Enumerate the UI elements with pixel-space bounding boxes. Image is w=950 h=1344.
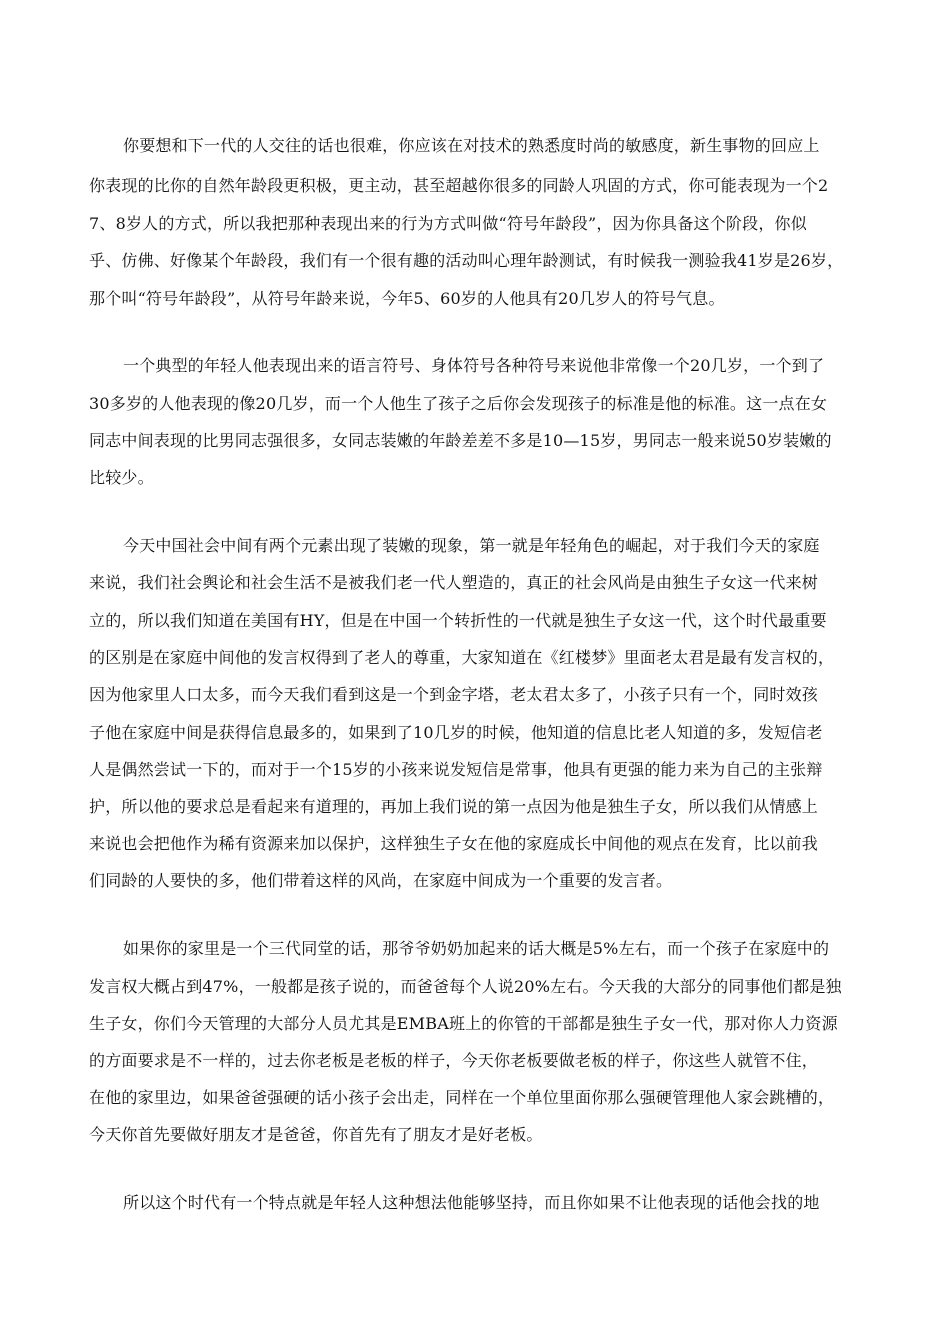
- paragraph-4-line-3: 生子女，你们今天管理的大部分人员尤其是EMBA班上的你管的干部都是独生子女一代，那对你人力资源: [89, 1014, 838, 1033]
- paragraph-2-line-2: 30多岁的人他表现的像20几岁，而一个人他生了孩子之后你会发现孩子的标准是他的标准。这一点在女: [89, 394, 828, 413]
- paragraph-3-line-9: 来说也会把他作为稀有资源来加以保护，这样独生子女在他的家庭成长中间他的观点在发育，比以前我: [89, 834, 819, 853]
- paragraph-4-line-1: 如果你的家里是一个三代同堂的话，那爷爷奶奶加起来的话大概是5%左右，而一个孩子在家庭中的: [123, 939, 830, 958]
- paragraph-4-line-2: 发言权大概占到47%，一般都是孩子说的，而爸爸每个人说20%左右。今天我的大部分的同事他们都是独: [89, 977, 842, 996]
- paragraph-5-line-1: 所以这个时代有一个特点就是年轻人这种想法他能够坚持，而且你如果不让他表现的话他会找的地: [123, 1193, 820, 1212]
- paragraph-3-line-3: 立的，所以我们知道在美国有HY，但是在中国一个转折性的一代就是独生子女这一代，这个时代最重要: [89, 611, 827, 630]
- paragraph-3-line-8: 护，所以他的要求总是看起来有道理的，再加上我们说的第一点因为他是独生子女，所以我们从情感上: [89, 797, 819, 816]
- paragraph-2-line-1: 一个典型的年轻人他表现出来的语言符号、身体符号各种符号来说他非常像一个20几岁，一个到了: [123, 356, 825, 375]
- paragraph-2-line-4: 比较少。: [89, 468, 154, 487]
- paragraph-3-line-1: 今天中国社会中间有两个元素出现了装嫩的现象，第一就是年轻角色的崛起，对于我们今天的家庭: [123, 536, 820, 555]
- paragraph-1-line-1: 你要想和下一代的人交往的话也很难，你应该在对技术的熟悉度时尚的敏感度，新生事物的回应上: [123, 136, 820, 155]
- paragraph-4-line-5: 在他的家里边，如果爸爸强硬的话小孩子会出走，同样在一个单位里面你那么强硬管理他人家会跳槽的，: [89, 1088, 835, 1107]
- paragraph-4-line-6: 今天你首先要做好朋友才是爸爸，你首先有了朋友才是好老板。: [89, 1125, 543, 1144]
- paragraph-3-line-4: 的区别是在家庭中间他的发言权得到了老人的尊重，大家知道在《红楼梦》里面老太君是最有发言权的，: [89, 648, 835, 667]
- paragraph-3-line-10: 们同龄的人要快的多，他们带着这样的风尚，在家庭中间成为一个重要的发言者。: [89, 871, 673, 890]
- paragraph-3-line-7: 人是偶然尝试一下的，而对于一个15岁的小孩来说发短信是常事，他具有更强的能力来为自己的主张辩: [89, 760, 823, 779]
- paragraph-3-line-6: 子他在家庭中间是获得信息最多的，如果到了10几岁的时候，他知道的信息比老人知道的多，发短信老: [89, 723, 823, 742]
- paragraph-1-line-4: 乎、仿佛、好像某个年龄段，我们有一个很有趣的活动叫心理年龄测试，有时候我一测验我41岁是26岁，: [89, 251, 844, 270]
- paragraph-1-line-2: 你表现的比你的自然年龄段更积极，更主动，甚至超越你很多的同龄人巩固的方式，你可能表现为一个2: [89, 176, 829, 195]
- paragraph-3-line-5: 因为他家里人口太多，而今天我们看到这是一个到金字塔，老太君太多了，小孩子只有一个，同时效孩: [89, 685, 819, 704]
- paragraph-1-line-3: 7、8岁人的方式，所以我把那种表现出来的行为方式叫做“符号年龄段”，因为你具备这个阶段，你似: [89, 214, 807, 233]
- paragraph-3-line-2: 来说，我们社会舆论和社会生活不是被我们老一代人塑造的，真正的社会风尚是由独生子女这一代来树: [89, 573, 819, 592]
- paragraph-1-line-5: 那个叫“符号年龄段”，从符号年龄来说，今年5、60岁的人他具有20几岁人的符号气息。: [89, 289, 725, 308]
- paragraph-4-line-4: 的方面要求是不一样的，过去你老板是老板的样子，今天你老板要做老板的样子，你这些人就管不住，: [89, 1051, 819, 1070]
- paragraph-2-line-3: 同志中间表现的比男同志强很多，女同志装嫩的年龄差差不多是10—15岁，男同志一般来说50岁装嫩的: [89, 431, 832, 450]
